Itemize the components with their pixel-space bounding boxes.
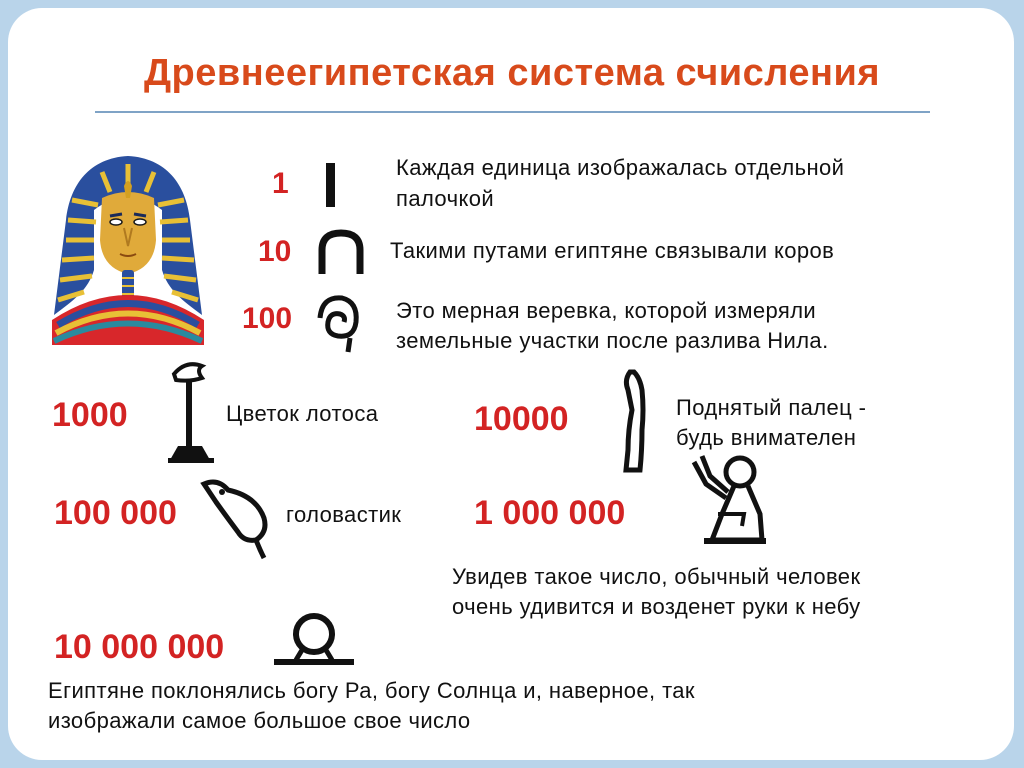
coiled-rope-glyph-icon — [314, 292, 360, 354]
description-100-line2: земельные участки после разлива Нила. — [396, 328, 829, 353]
description-1-line2: палочкой — [396, 186, 495, 211]
description-1-line1: Каждая единица изображалась отдельной — [396, 155, 845, 180]
number-10: 10 — [258, 235, 292, 268]
raised-finger-glyph-icon — [620, 370, 648, 472]
lotus-flower-glyph-icon — [166, 360, 216, 464]
number-1000000: 1 000 000 — [474, 494, 626, 532]
number-1000: 1000 — [52, 396, 128, 434]
tadpole-glyph-icon — [198, 476, 270, 560]
description-10000-line2: будь внимателен — [676, 425, 857, 450]
heel-bone-glyph-icon — [318, 230, 364, 274]
pharaoh-mask-image — [44, 150, 212, 345]
description-10: Такими путами египтяне связывали коров — [390, 238, 835, 263]
number-10000: 10000 — [474, 400, 569, 438]
stroke-glyph-icon — [324, 163, 338, 207]
number-10000000: 10 000 000 — [54, 628, 225, 666]
description-100000: головастик — [286, 502, 402, 527]
kneeling-man-glyph-icon — [682, 454, 770, 552]
title-underline — [95, 111, 930, 113]
description-10000000-line2: изображали самое большое свое число — [48, 708, 471, 733]
description-100-line1: Это мерная веревка, которой измеряли — [396, 298, 817, 323]
page-title: Древнеегипетская система счисления — [143, 52, 881, 94]
number-100000: 100 000 — [54, 494, 177, 532]
description-1000000-line2: очень удивится и возденет руки к небу — [452, 594, 861, 619]
description-1000: Цветок лотоса — [226, 401, 379, 426]
description-10000-line1: Поднятый палец - — [676, 395, 867, 420]
number-100: 100 — [242, 302, 293, 335]
description-1000000-line1: Увидев такое число, обычный человек — [452, 564, 861, 589]
number-1: 1 — [272, 167, 289, 200]
description-10000000-line1: Египтяне поклонялись богу Ра, богу Солнца и, наверное, так — [48, 678, 695, 703]
sun-god-ra-glyph-icon — [272, 612, 356, 666]
